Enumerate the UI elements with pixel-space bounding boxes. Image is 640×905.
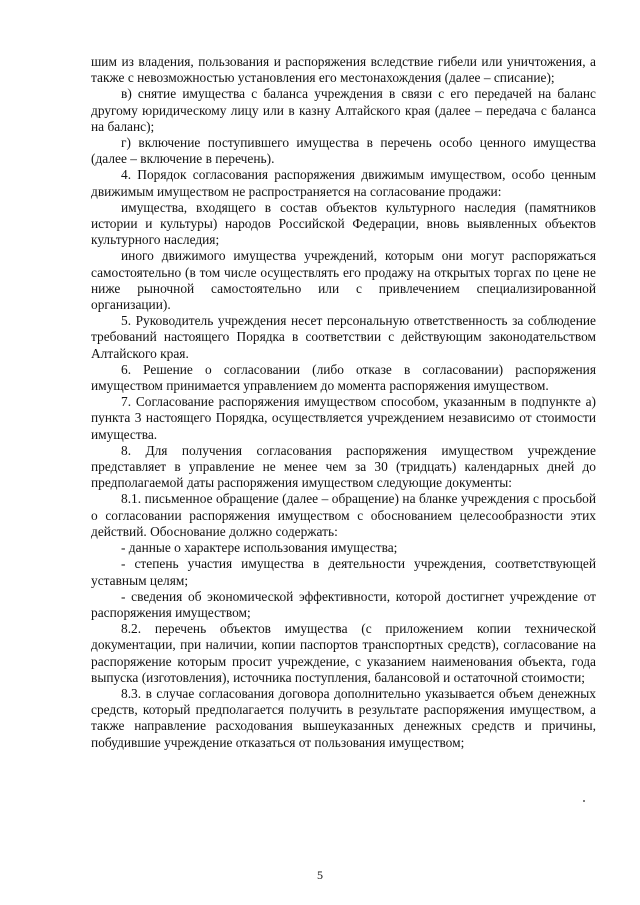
paragraph-continuation: шим из владения, пользования и распоряжения вследствие гибели или уничтожения, а также с невозможностью установления его местонахождения (далее – списание); bbox=[91, 54, 596, 86]
list-item-efficiency: - сведения об экономической эффективности, которой достигнет учреждение от распоряжения имуществом; bbox=[91, 588, 596, 620]
paragraph-5: 5. Руководитель учреждения несет персональную ответственность за соблюдение требований настоящего Порядка в соответствии с действующим законодательством Алтайского края. bbox=[91, 313, 596, 361]
document-body bbox=[91, 54, 596, 751]
paragraph-4-other-property: иного движимого имущества учреждений, которым они могут распоряжаться самостоятельно (в том числе осуществлять его продажу на открытых торгах по цене не ниже рыночной самостоятельно или с привлечением специализированной организации). bbox=[91, 248, 596, 313]
paragraph-4-cultural-heritage: имущества, входящего в состав объектов культурного наследия (памятников истории и культуры) народов Российской Федерации, вновь выявленных объектов культурного наследия; bbox=[91, 199, 596, 248]
list-item-usage: - данные о характере использования имущества; bbox=[121, 540, 398, 556]
scan-speck bbox=[583, 800, 585, 802]
list-item-participation: - степень участия имущества в деятельности учреждения, соответствующей уставным целям; bbox=[91, 556, 596, 588]
paragraph-item-v: в) снятие имущества с баланса учреждения в связи с его передачей на баланс другому юридическому лицу или в казну Алтайского края (далее – передача с баланса на баланс); bbox=[91, 86, 596, 134]
paragraph-6: 6. Решение о согласовании (либо отказе в согласовании) распоряжения имуществом принимается управлением до момента распоряжения имуществом. bbox=[91, 361, 596, 394]
paragraph-8-3: 8.3. в случае согласования договора дополнительно указывается объем денежных средств, который предполагается получить в результате распоряжения имуществом, а также направление расходования вышеуказанных денежных средств и причины, побудившие учреждение отказаться от пользования имуществом; bbox=[91, 685, 596, 750]
paragraph-4: 4. Порядок согласования распоряжения движимым имуществом, особо ценным движимым имуществом не распространяется на согласование продажи: bbox=[91, 167, 596, 199]
page-number: 5 bbox=[317, 868, 323, 882]
paragraph-8: 8. Для получения согласования распоряжения имуществом учреждение представляет в управление не менее чем за 30 (тридцать) календарных дней до предполагаемой даты распоряжения имуществом следующие документы: bbox=[91, 442, 596, 491]
paragraph-item-g: г) включение поступившего имущества в перечень особо ценного имущества (далее – включение в перечень). bbox=[91, 135, 596, 167]
paragraph-8-2: 8.2. перечень объектов имущества (с приложением копии технической документации, при наличии, копии паспортов транспортных средств), согласование на распоряжение которым просит учреждение, с указанием наименования объекта, года выпуска (изготовления), источника поступления, балансовой и остаточной стоимости; bbox=[91, 621, 596, 685]
paragraph-7: 7. Согласование распоряжения имуществом способом, указанным в подпункте а) пункта 3 настоящего Порядка, осуществляется учреждением независимо от стоимости имущества. bbox=[91, 394, 596, 442]
paragraph-8-1: 8.1. письменное обращение (далее – обращение) на бланке учреждения с просьбой о согласовании распоряжения имуществом с обоснованием целесообразности этих действий. Обоснование должно содержать: bbox=[91, 491, 596, 539]
